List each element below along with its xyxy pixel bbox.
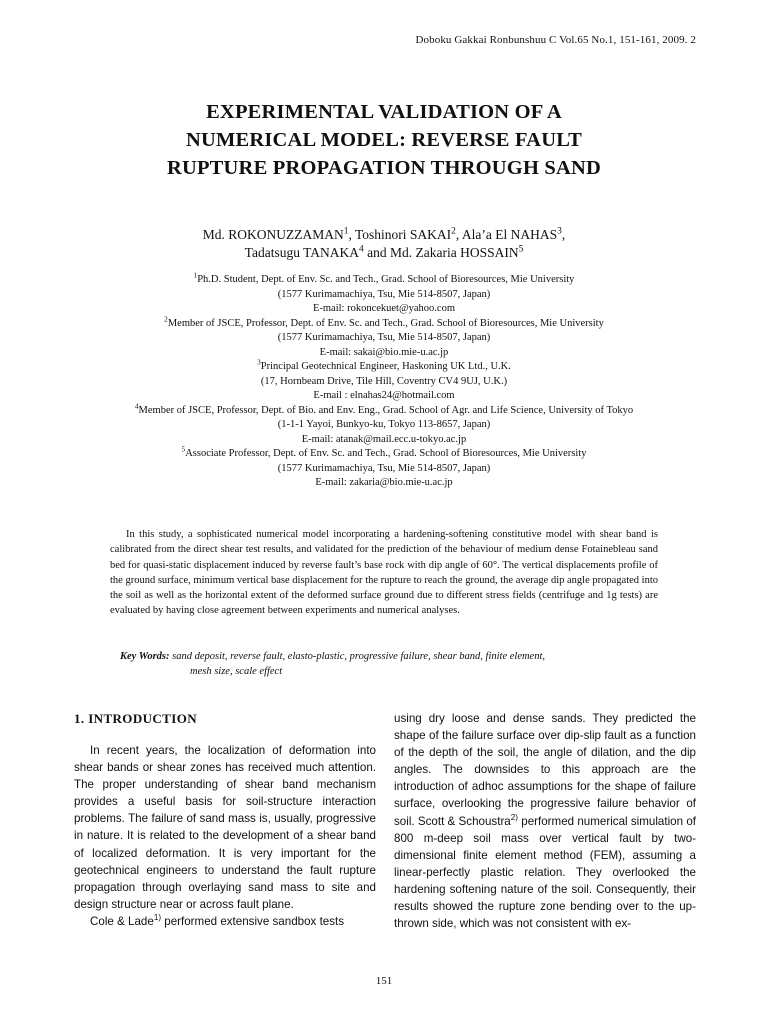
- author-line-2: [84, 244, 684, 262]
- affiliation-address: (1-1-1 Yayoi, Bunkyo-ku, Tokyo 113-8657, Japan): [277, 419, 491, 430]
- affiliation-line: [84, 270, 684, 288]
- affil-text: Member of JSCE, Professor, Dept. of Env. Sc. and Tech., Grad. School of Bioresources, Mie University: [167, 317, 604, 329]
- author-name: Md. ROKONUZZAMAN: [202, 227, 344, 242]
- keywords-line-2: mesh size, scale effect: [190, 665, 283, 677]
- author-affil-mark: 4: [359, 244, 364, 255]
- affiliation-address: (1577 Kurimamachiya, Tsu, Mie 514-8507, Japan): [277, 332, 491, 343]
- affiliation-address: (1577 Kurimamachiya, Tsu, Mie 514-8507, Japan): [277, 462, 491, 474]
- author-name: and Md. Zakaria HOSSAIN: [363, 245, 519, 260]
- author-name: Tadatsugu TANAKA: [244, 245, 360, 260]
- author-affil-mark: 2: [451, 226, 456, 237]
- title-line: RUPTURE PROPAGATION THROUGH SAND: [166, 157, 602, 179]
- affiliation-address: (1577 Kurimamachiya, Tsu, Mie 514-8507, Japan): [277, 288, 491, 300]
- affiliation-line: [84, 357, 684, 375]
- author-list: [84, 226, 684, 262]
- affil-mark: 1: [193, 270, 198, 280]
- author-separator: ,: [561, 227, 566, 242]
- author-name: , Ala’a El NAHAS: [455, 227, 558, 242]
- citation-mark: 1): [153, 913, 162, 923]
- author-affil-mark: 3: [557, 226, 562, 237]
- paper-title: [84, 98, 684, 182]
- section-heading: 1. INTRODUCTION: [74, 711, 198, 726]
- affiliation-email: E-mail: zakaria@bio.mie-u.ac.jp: [315, 477, 453, 488]
- text-run: performed extensive sandbox tests: [161, 914, 345, 928]
- author-affil-mark: 5: [518, 244, 524, 255]
- affiliation-address: (17, Hornbeam Drive, Tile Hill, Coventry CV4 9UJ, U.K.): [260, 375, 508, 387]
- keywords-text: sand deposit, reverse fault, elasto-plastic, progressive failure, shear band, finite element,: [172, 651, 546, 662]
- affil-text: Associate Professor, Dept. of Env. Sc. and Tech., Grad. School of Bioresources, Mie University: [185, 448, 587, 459]
- intro-paragraph-1: In recent years, the localization of deformation into shear bands or shear zones has received much attention. The proper understanding of shear band mechanism provides a useful basis for soil-structure interaction problems. The failure of sand mass is, usually, progressive in nature. It is related to the development of a shear band of localized deformation. It is very important for the geotechnical engineers to understand the fault rupture propagation through overlaying sand mass to site and design structure near or across fault plane.: [74, 744, 376, 911]
- author-line-1: [84, 226, 684, 244]
- affil-mark: 4: [134, 401, 139, 410]
- keywords-label: Key Words:: [120, 651, 170, 662]
- author-name: , Toshinori SAKAI: [348, 227, 452, 242]
- text-run: using dry loose and dense sands. They predicted the shape of the failure surface over dip-slip fault as a function of the depth of the soil, the angle of dilation, and the dip angles. The downsides to this approach are the introduction of adhoc assumptions for the shape of failure surface, overlooking the progressive failure behavior of soil. Scott & Schoustra: [394, 712, 696, 828]
- citation-mark: 2): [510, 812, 518, 822]
- affil-mark: 2: [164, 314, 168, 323]
- affil-mark: 5: [181, 444, 186, 454]
- abstract: In this study, a sophisticated numerical model incorporating a hardening-softening constitutive model with shear band is calibrated from the direct shear test results, and validated for the prediction of the behaviour of medium dense Fotainebleau sand bed for quasi-static displacement induced by reverse fault’s base rock with dip angle of 60°. The vertical displacements profile of the ground surface, minimum vertical base displacement for the rupture to reach the ground, the average dip angle propagated into the soil as well as the horizontal extent of the deformed surface ground due to different stress fields (centrifuge and 1g tests) are evaluated by having close agreement between experiments and numerical analyses.: [110, 529, 658, 617]
- affiliations: [84, 270, 684, 491]
- text-run: Cole & Lade: [90, 914, 154, 928]
- title-line: NUMERICAL MODEL: REVERSE FAULT: [185, 129, 583, 151]
- affil-text: Member of JSCE, Professor, Dept. of Bio. and Env. Eng., Grad. School of Agr. and Life Science, University of Tokyo: [138, 404, 634, 416]
- affiliation-line: [84, 444, 684, 462]
- left-column: [74, 710, 376, 930]
- affiliation-email: E-mail: rokoncekuet@yahoo.com: [312, 303, 456, 314]
- text-run: performed numerical simulation of 800 m-deep soil mass over vertical fault by two-dimensional finite element method (FEM), assuming a linear-perfectly plastic relation. They overlooked the hardening softening nature of the soil. Consequently, their results showed the rupture zone bending over to the up-thrown side, which was not consistent with ex-: [394, 814, 696, 931]
- affiliation-email: E-mail: sakai@bio.mie-u.ac.jp: [319, 346, 449, 358]
- affil-mark: 3: [257, 357, 261, 367]
- intro-paragraph-2: [74, 913, 376, 930]
- affil-text: Principal Geotechnical Engineer, Haskoning UK Ltd., U.K.: [260, 361, 511, 372]
- author-affil-mark: 1: [343, 226, 349, 237]
- affiliation-email: E-mail: atanak@mail.ecc.u-tokyo.ac.jp: [301, 433, 467, 445]
- affiliation-email: E-mail : elnahas24@hotmail.com: [313, 390, 455, 401]
- keywords-line-1: [120, 650, 660, 665]
- title-line: EXPERIMENTAL VALIDATION OF A: [206, 101, 562, 123]
- journal-reference: Doboku Gakkai Ronbunshuu C Vol.65 No.1, 151-161, 2009. 2: [415, 34, 696, 46]
- affiliation-line: [84, 314, 684, 332]
- right-column: [394, 710, 696, 932]
- affil-text: Ph.D. Student, Dept. of Env. Sc. and Tech., Grad. School of Bioresources, Mie University: [197, 274, 575, 285]
- affiliation-line: [84, 401, 684, 419]
- page-number: 151: [375, 975, 393, 987]
- keywords: [120, 650, 660, 679]
- intro-continuation: [394, 710, 696, 932]
